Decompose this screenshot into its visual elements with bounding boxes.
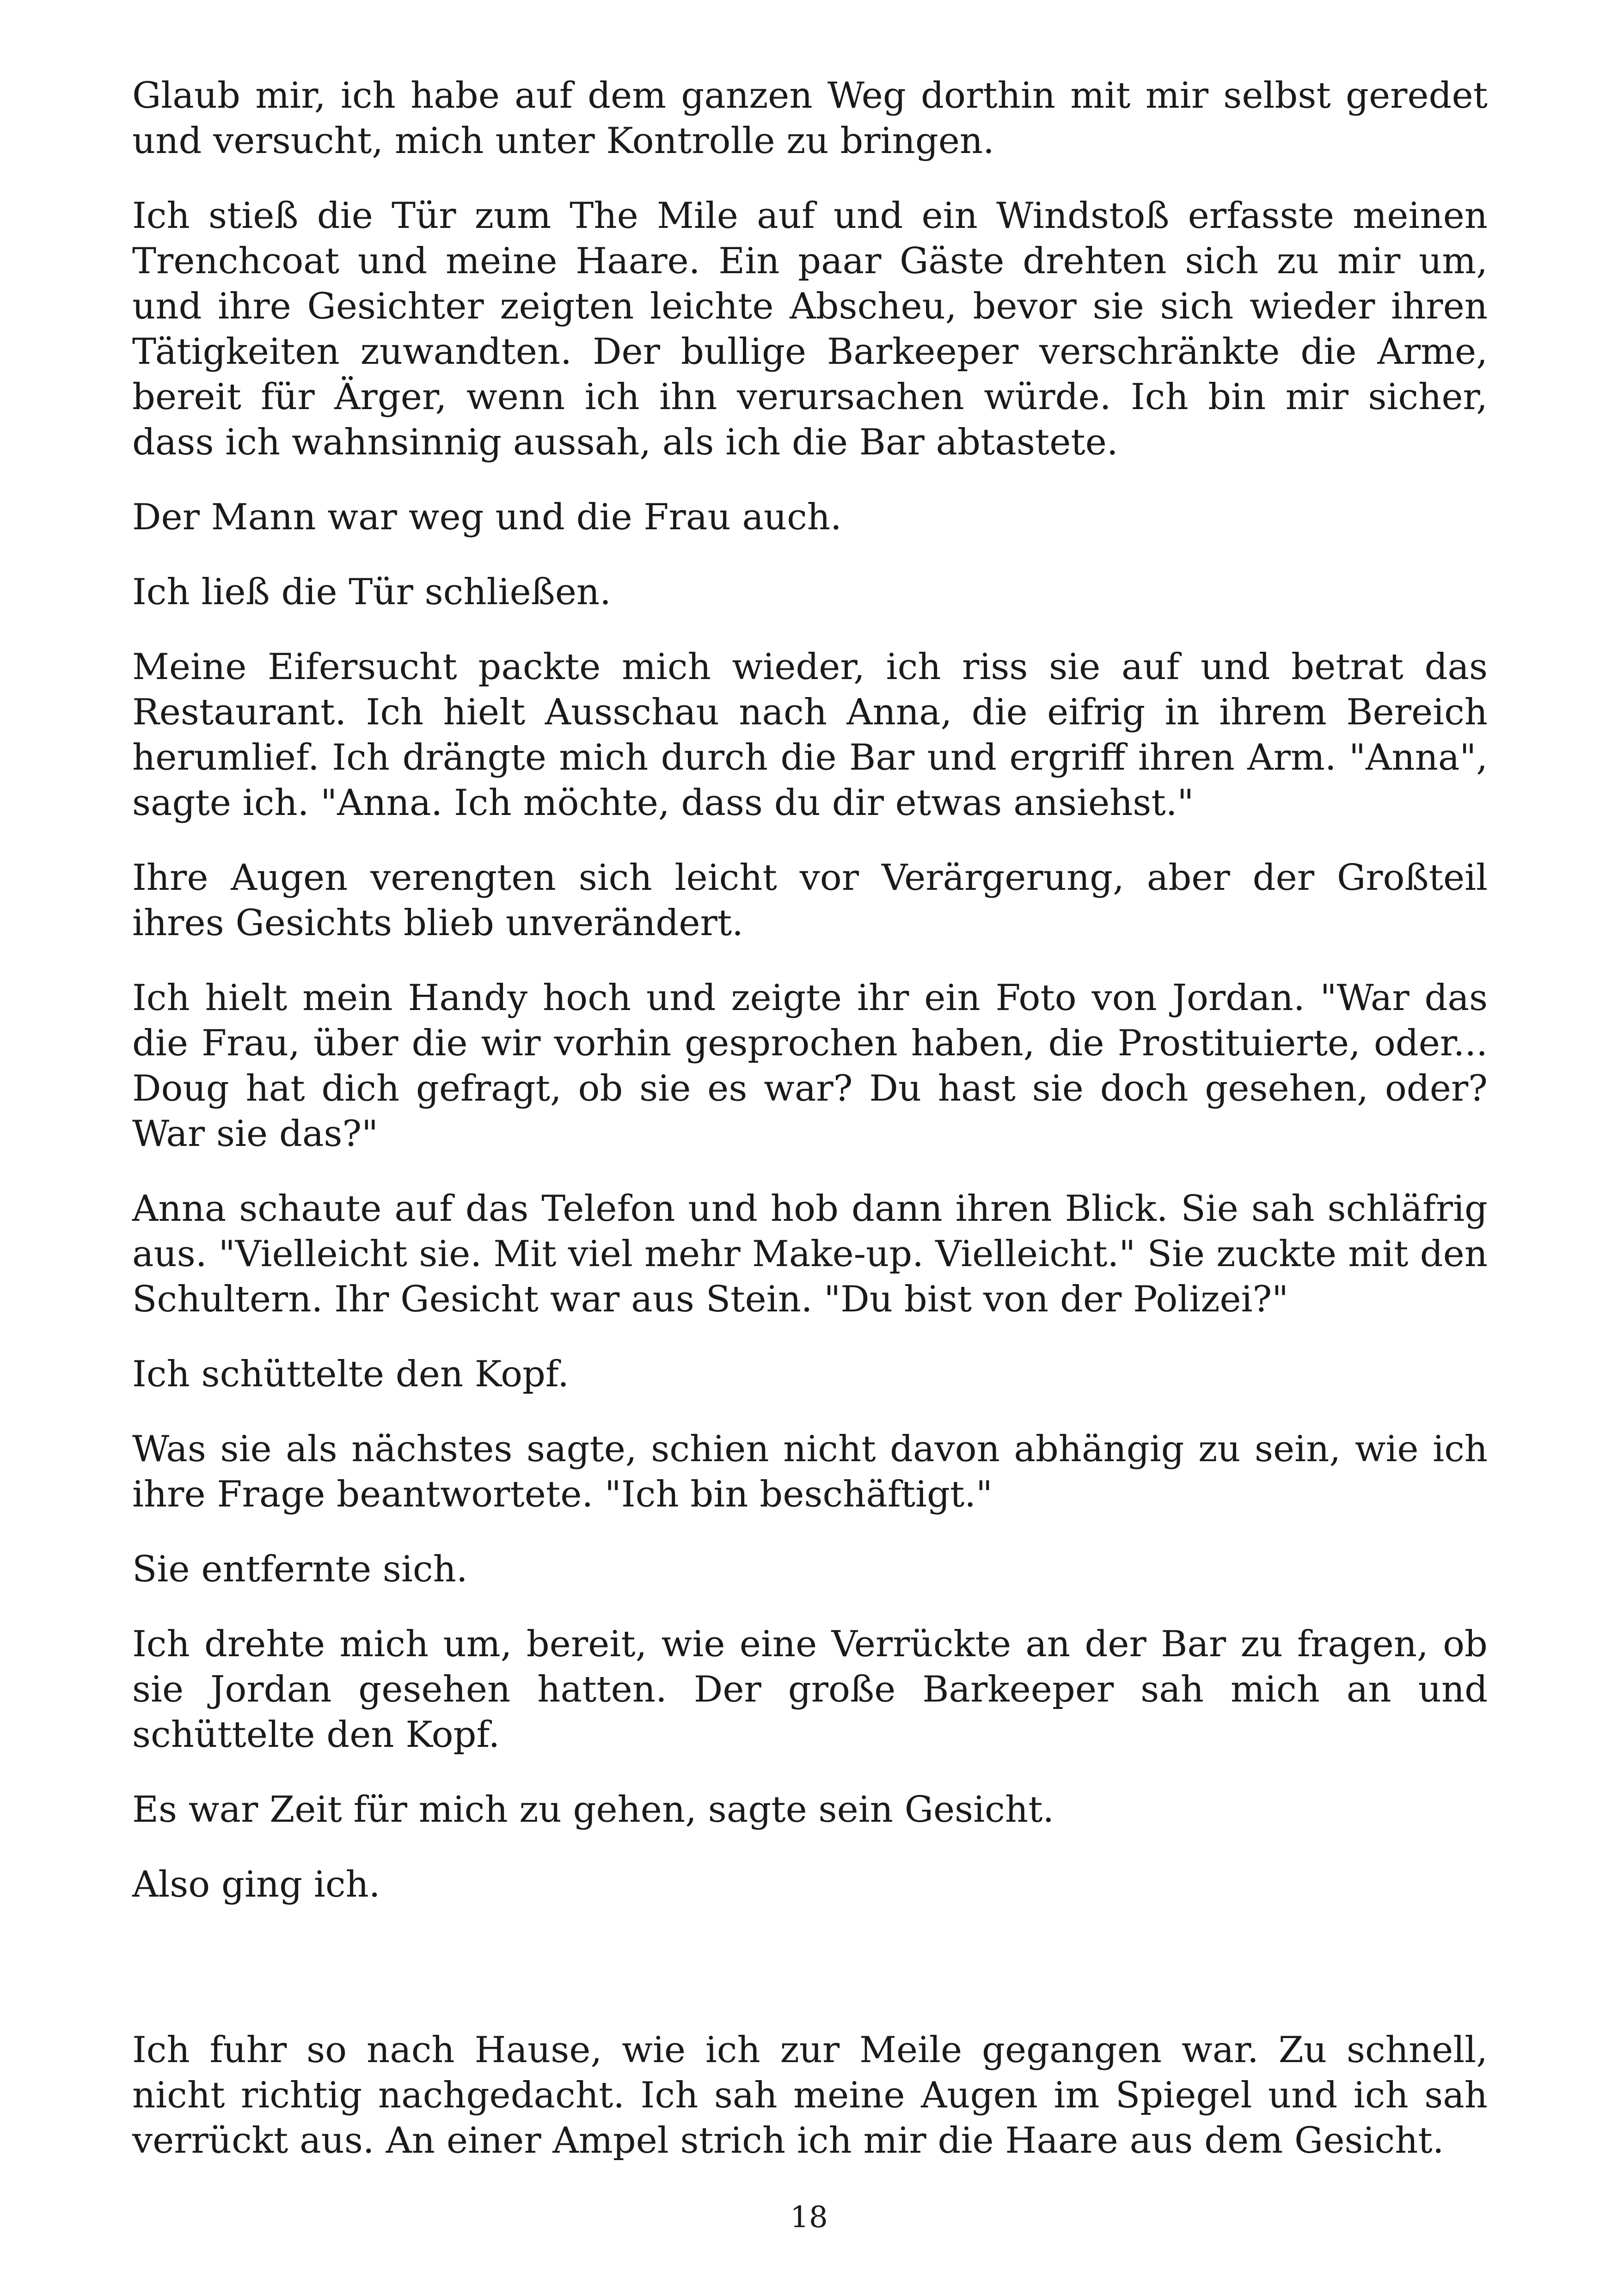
paragraph: Also ging ich.: [132, 1864, 380, 1905]
paragraph: Ich fuhr so nach Hause, wie ich zur Meile gegangen war. Zu schnell, nicht richtig nachgedacht. Ich sah meine Augen im Spiegel und ich sah verrückt aus. An einer Ampel strich ich mir die Haare aus dem Gesicht.: [132, 2029, 1488, 2161]
paragraph: Anna schaute auf das Telefon und hob dann ihren Blick. Sie sah schläfrig aus. "Vielleicht sie. Mit viel mehr Make-up. Vielleicht." Sie zuckte mit den Schultern. Ihr Gesicht war aus Stein. "Du bist von der Polizei?": [132, 1188, 1488, 1320]
paragraph: Ich schüttelte den Kopf.: [132, 1353, 569, 1395]
document-body: [132, 73, 1488, 2193]
paragraph: Glaub mir, ich habe auf dem ganzen Weg dorthin mit mir selbst geredet und versucht, mich unter Kontrolle zu bringen.: [132, 75, 1488, 162]
paragraph: Was sie als nächstes sagte, schien nicht davon abhängig zu sein, wie ich ihre Frage beantwortete. "Ich bin beschäftigt.": [132, 1428, 1488, 1515]
paragraph: Meine Eifersucht packte mich wieder, ich riss sie auf und betrat das Restaurant. Ich hielt Ausschau nach Anna, die eifrig in ihrem Bereich herumlief. Ich drängte mich durch die Bar und ergriff ihren Arm. "Anna", sagte ich. "Anna. Ich möchte, dass du dir etwas ansiehst.": [132, 646, 1488, 824]
paragraph: Ich hielt mein Handy hoch und zeigte ihr ein Foto von Jordan. "War das die Frau, über die wir vorhin gesprochen haben, die Prostituierte, oder... Doug hat dich gefragt, ob sie es war? Du hast sie doch gesehen, oder? War sie das?": [132, 977, 1488, 1155]
paragraph: Ich ließ die Tür schließen.: [132, 571, 611, 613]
paragraph: Ich stieß die Tür zum The Mile auf und ein Windstoß erfasste meinen Trenchcoat und meine Haare. Ein paar Gäste drehten sich zu mir um, und ihre Gesichter zeigten leichte Abscheu, bevor sie sich wieder ihren Tätigkeiten zuwandten. Der bullige Barkeeper verschränkte die Arme, bereit für Ärger, wenn ich ihn verursachen würde. Ich bin mir sicher, dass ich wahnsinnig aussah, als ich die Bar abtastete.: [132, 195, 1488, 463]
paragraph: Ich drehte mich um, bereit, wie eine Verrückte an der Bar zu fragen, ob sie Jordan gesehen hatten. Der große Barkeeper sah mich an und schüttelte den Kopf.: [132, 1623, 1488, 1756]
paragraph: Sie entfernte sich.: [132, 1549, 468, 1590]
scene-break: [132, 1907, 1488, 2027]
paragraph: Der Mann war weg und die Frau auch.: [132, 496, 842, 538]
paragraph: Es war Zeit für mich zu gehen, sagte sein Gesicht.: [132, 1789, 1054, 1831]
page-number: 18: [790, 2200, 828, 2235]
paragraph: Ihre Augen verengten sich leicht vor Verärgerung, aber der Großteil ihres Gesichts blieb unverändert.: [132, 857, 1488, 944]
